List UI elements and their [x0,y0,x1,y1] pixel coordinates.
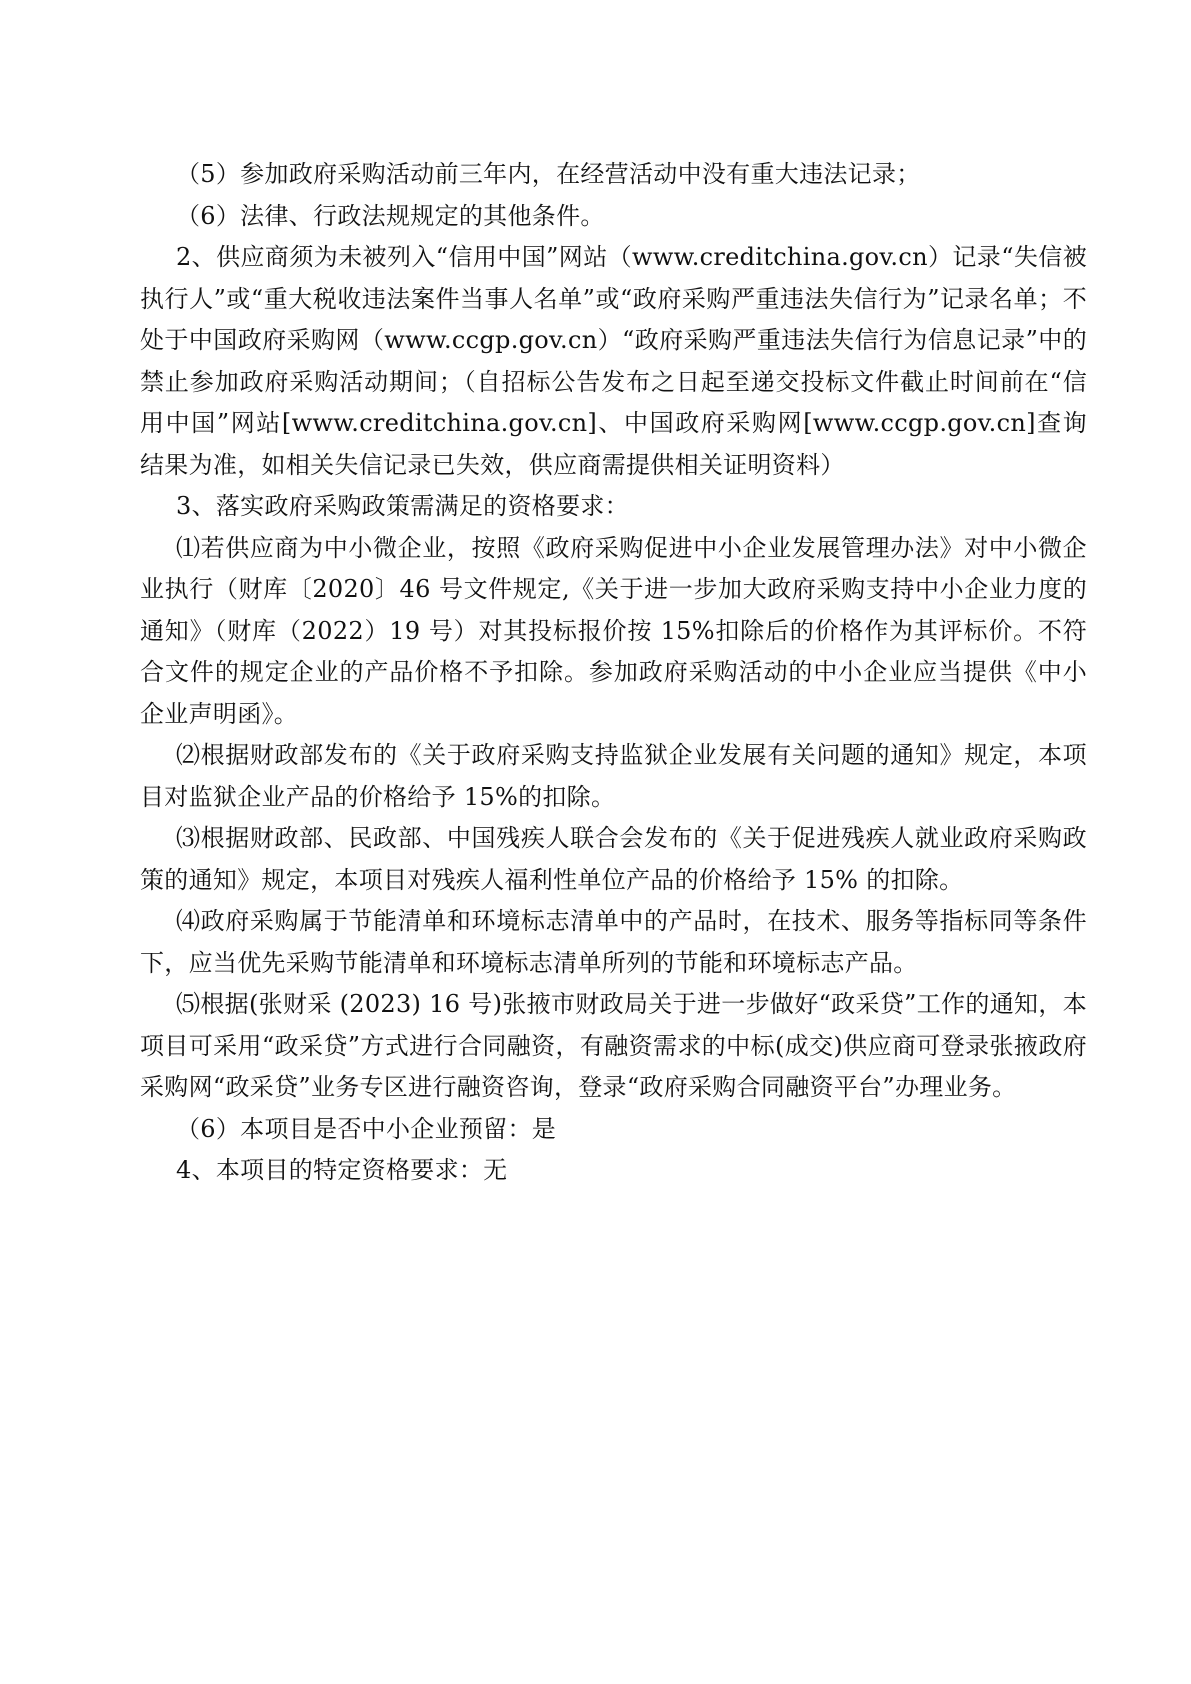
paragraph-energy-saving-policy: ⑷政府采购属于节能清单和环境标志清单中的产品时，在技术、服务等指标同等条件下，应当优先采购节能清单和环境标志清单所列的节能和环境标志产品。 [140,907,1087,977]
paragraph-credit-requirement: 2、供应商须为未被列入“信用中国”网站（www.creditchina.gov.cn）记录“失信被执行人”或“重大税收违法案件当事人名单”或“政府采购严重违法失信行为”记录名单；不处于中国政府采购网（www.ccgp.gov.cn）“政府采购严重违法失信行为信息记录”中的禁止参加政府采购活动期间；（自招标公告发布之日起至递交投标文件截止时间前在“信用中国”网站[www.creditchina.gov.cn]、中国政府采购网[www.ccgp.gov.cn]查询结果为准，如相关失信记录已失效，供应商需提供相关证明资料） [140,243,1087,479]
paragraph-disability-policy: ⑶根据财政部、民政部、中国残疾人联合会发布的《关于促进残疾人就业政府采购政策的通知》规定，本项目对残疾人福利性单位产品的价格给予 15% 的扣除。 [140,824,1087,894]
paragraph-prison-enterprise-policy: ⑵根据财政部发布的《关于政府采购支持监狱企业发展有关问题的通知》规定，本项目对监狱企业产品的价格给予 15%的扣除。 [140,741,1087,811]
paragraph-sme-reservation: （6）本项目是否中小企业预留：是 [176,1114,557,1143]
paragraph-sme-policy: ⑴若供应商为中小微企业，按照《政府采购促进中小企业发展管理办法》对中小微企业执行（财库〔2020〕46 号文件规定,《关于进一步加大政府采购支持中小企业力度的通知》（财库（2022）19 号）对其投标报价按 15%扣除后的价格作为其评标价。不符合文件的规定企业的产品价格不予扣除。参加政府采购活动的中小企业应当提供《中小企业声明函》。 [140,533,1087,728]
paragraph-financing-policy: ⑸根据(张财采 (2023) 16 号)张掖市财政局关于进一步做好“政采贷”工作的通知，本项目可采用“政采贷”方式进行合同融资，有融资需求的中标(成交)供应商可登录张掖政府采购网“政采贷”业务专区进行融资咨询，登录“政府采购合同融资平台”办理业务。 [140,990,1087,1101]
paragraph-item-6: （6）法律、行政法规规定的其他条件。 [176,201,605,230]
paragraph-policy-requirements-heading: 3、落实政府采购政策需满足的资格要求： [176,492,629,520]
paragraph-item-5: （5）参加政府采购活动前三年内，在经营活动中没有重大违法记录； [176,160,921,188]
paragraph-specific-qualification: 4、本项目的特定资格要求：无 [176,1156,508,1184]
